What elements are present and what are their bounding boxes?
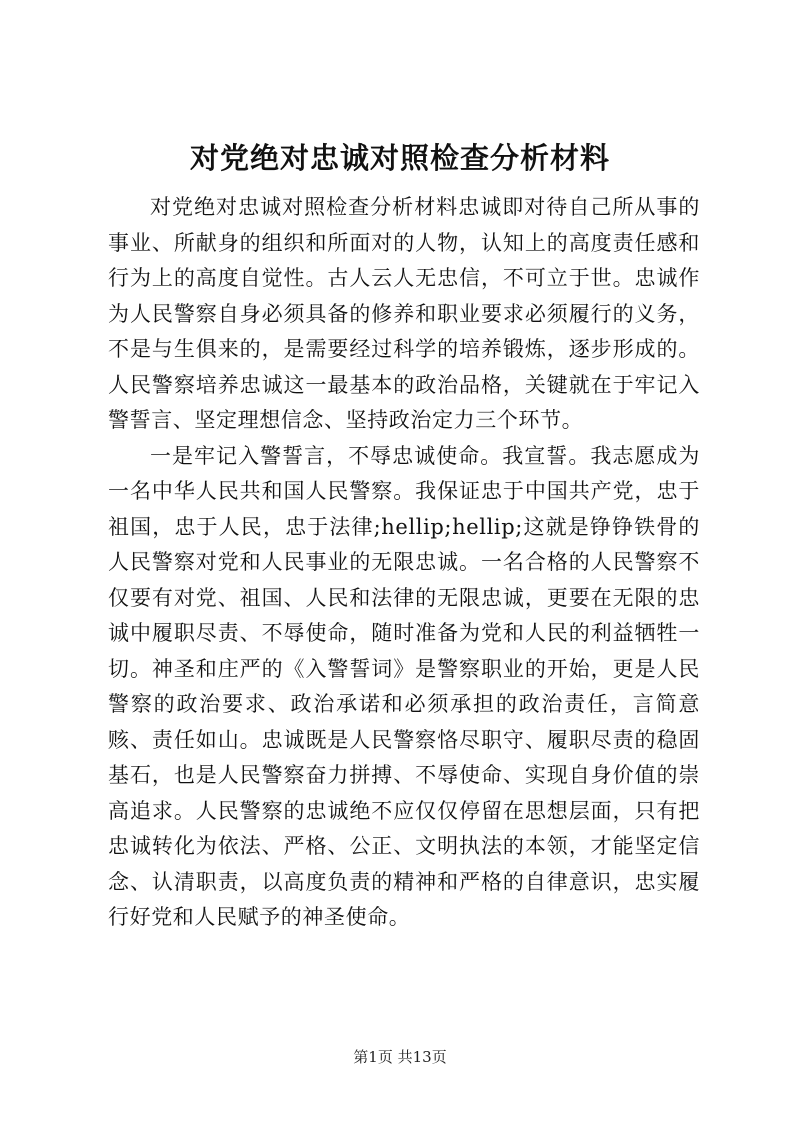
- paragraph-oath: 一是牢记入警誓言，不辱忠诚使命。我宣誓。我志愿成为一名中华人民共和国人民警察。我保证忠于中国共产党，忠于祖国，忠于人民，忠于法律;hellip;hellip;这就是铮铮铁骨的人民警察对党和人民事业的无限忠诚。一名合格的人民警察不仅要有对党、祖国、人民和法律的无限忠诚，更要在无限的忠诚中履职尽责、不辱使命，随时准备为党和人民的利益牺牲一切。神圣和庄严的《入警誓词》是警察职业的开始，更是人民警察的政治要求、政治承诺和必须承担的政治责任，言简意赅、责任如山。忠诚既是人民警察恪尽职守、履职尽责的稳固基石，也是人民警察奋力拼搏、不辱使命、实现自身价值的崇高追求。人民警察的忠诚绝不应仅仅停留在思想层面，只有把忠诚转化为依法、严格、公正、文明执法的本领，才能坚定信念、认清职责，以高度负责的精神和严格的自律意识，忠实履行好党和人民赋予的神圣使命。: [108, 443, 700, 929]
- document-body: [108, 190, 700, 936]
- paragraph-intro: 对党绝对忠诚对照检查分析材料忠诚即对待自己所从事的事业、所献身的组织和所面对的人物，认知上的高度责任感和行为上的高度自觉性。古人云人无忠信，不可立于世。忠诚作为人民警察自身必须具备的修养和职业要求必须履行的义务，不是与生俱来的，是需要经过科学的培养锻炼，逐步形成的。人民警察培养忠诚这一最基本的政治品格，关键就在于牢记入警誓言、坚定理想信念、坚持政治定力三个环节。: [108, 195, 700, 432]
- page-number-footer: 第1页 共13页: [353, 1048, 447, 1066]
- document-title: 对党绝对忠诚对照检查分析材料: [189, 141, 610, 175]
